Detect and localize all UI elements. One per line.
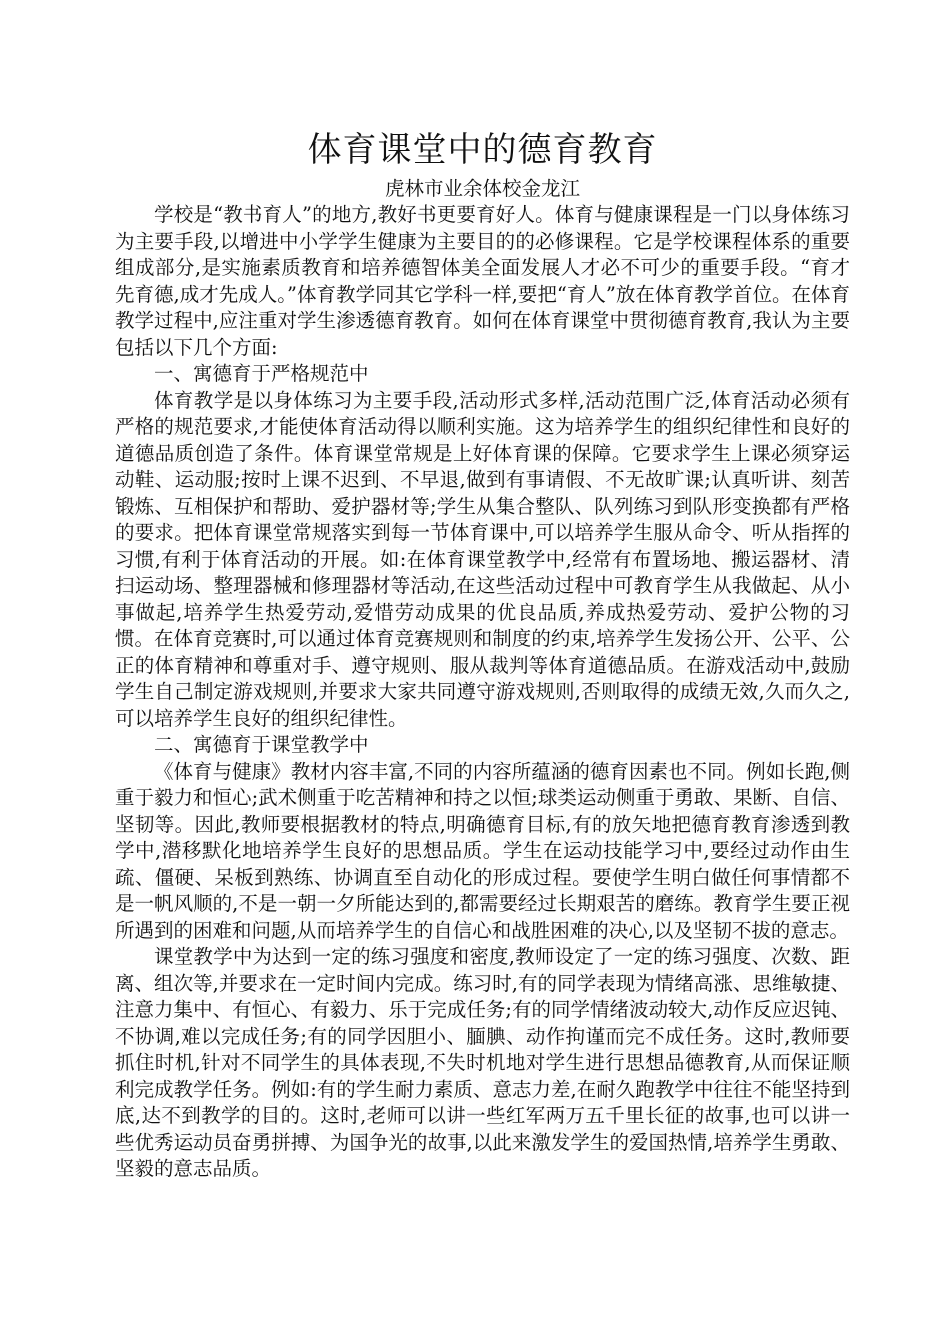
section-1-paragraph: 体育教学是以身体练习为主要手段,活动形式多样,活动范围广泛,体育活动必须有严格的规范要求,才能使体育活动得以顺利实施。这为培养学生的组织纪律性和良好的道德品质创造了条件。体育课堂常规是上好体育课的保障。它要求学生上课必须穿运动鞋、运动服;按时上课不迟到、不早退,做到有事请假、不无故旷课;认真听讲、刻苦锻炼、互相保护和帮助、爱护器材等;学生从集合整队、队列练习到队形变换都有严格的要求。把体育课堂常规落实到每一节体育课中,可以培养学生服从命令、听从指挥的习惯,有利于体育活动的开展。如:在体育课堂教学中,经常有布置场地、搬运器材、清扫运动场、整理器械和修理器材等活动,在这些活动过程中可教育学生从我做起、从小事做起,培养学生热爱劳动,爱惜劳动成果的优良品质,养成热爱劳动、爱护公物的习惯。在体育竞赛时,可以通过体育竞赛规则和制度的约束,培养学生发扬公开、公平、公正的体育精神和尊重对手、遵守规则、服从裁判等体育道德品质。在游戏活动中,鼓励学生自己制定游戏规则,并要求大家共同遵守游戏规则,否则取得的成绩无效,久而久之,可以培养学生良好的组织纪律性。 — [115, 388, 850, 730]
section-heading-1: 一、寓德育于严格规范中 — [154, 362, 369, 385]
section-2-paragraph-2: 课堂教学中为达到一定的练习强度和密度,教师设定了一定的练习强度、次数、距离、组次等,并要求在一定时间内完成。练习时,有的同学表现为情绪高涨、思维敏捷、注意力集中、有恒心、有毅力、乐于完成任务;有的同学情绪波动较大,动作反应迟钝、不协调,难以完成任务;有的同学因胆小、腼腆、动作拘谨而完不成任务。这时,教师要抓住时机,针对不同学生的具体表现,不失时机地对学生进行思想品德教育,从而保证顺利完成教学任务。例如:有的学生耐力素质、意志力差,在耐久跑教学中往往不能坚持到底,达不到教学的目的。这时,老师可以讲一些红军两万五千里长征的故事,也可以讲一些优秀运动员奋勇拼搏、为国争光的故事,以此来激发学生的爱国热情,培养学生勇敢、坚毅的意志品质。 — [115, 945, 850, 1180]
intro-paragraph: 学校是“教书育人”的地方,教好书更要育好人。体育与健康课程是一门以身体练习为主要手段,以增进中小学学生健康为主要目的的必修课程。它是学校课程体系的重要组成部分,是实施素质教育和培养德智体美全面发展人才必不可少的重要手段。“育才先育德,成才先成人。”体育教学同其它学科一样,要把“育人”放在体育教学首位。在体育教学过程中,应注重对学生渗透德育教育。如何在体育课堂中贯彻德育教育,我认为主要包括以下几个方面: — [115, 203, 850, 359]
section-2-paragraph-1: 《体育与健康》教材内容丰富,不同的内容所蕴涵的德育因素也不同。例如长跑,侧重于毅力和恒心;武术侧重于吃苦精神和持之以恒;球类运动侧重于勇敢、果断、自信、坚韧等。因此,教师要根据教材的特点,明确德育目标,有的放矢地把德育教育渗透到教学中,潜移默化地培养学生良好的思想品质。学生在运动技能学习中,要经过动作由生疏、僵硬、呆板到熟练、协调直至自动化的形成过程。要使学生明白做任何事情都不是一帆风顺的,不是一朝一夕所能达到的,都需要经过长期艰苦的磨练。教育学生要正视所遇到的困难和问题,从而培养学生的自信心和战胜困难的决心,以及坚韧不拔的意志。 — [115, 759, 850, 942]
document-page — [115, 128, 850, 1183]
section-heading-2: 二、寓德育于课堂教学中 — [154, 733, 369, 756]
document-title: 体育课堂中的德育教育 — [307, 130, 658, 170]
document-author: 虎林市业余体校金龙江 — [384, 177, 580, 200]
document-body — [115, 202, 850, 1183]
